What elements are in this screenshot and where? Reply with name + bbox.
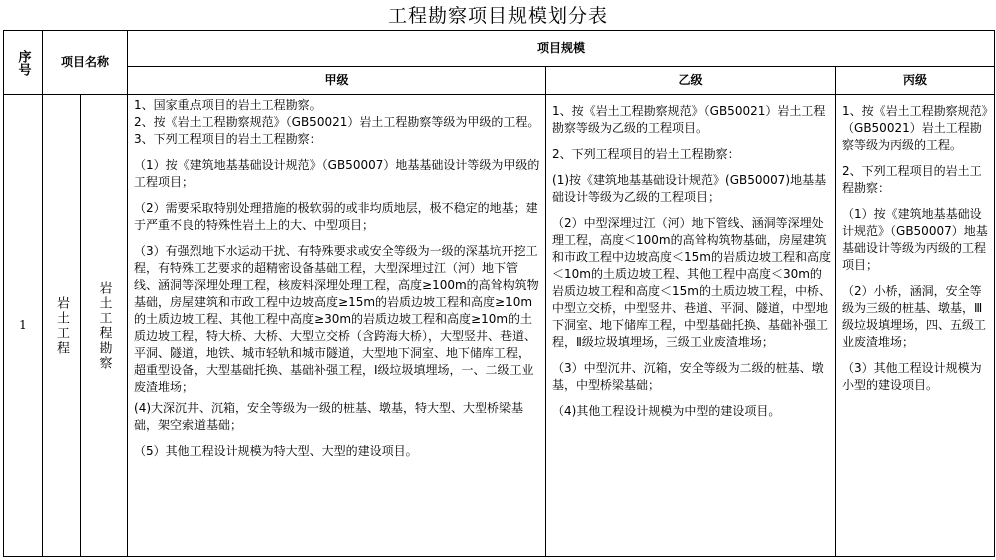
grade-b-item: （2）中型深埋过江（河）地下管线、涵洞等深埋处理工程，高度＜100m的高耸构筑物基础，房屋建筑和市政工程中边坡高度＜15m的岩质边坡工程和高度＜10m的土质边坡工程、其他工程中高度＜30m的岩质边坡工程和高度＜15m的土质边坡工程，中桥、中型立交桥，中型竖井、巷道、平洞、隧道，中型地下洞室、地下储库工程，中型基础托换、基础补强工程，Ⅱ级垃圾填埋场，三级工业废渣堆场； xyxy=(552,216,831,349)
header-grade-b: 乙级 xyxy=(546,67,836,95)
row-seq: 1 xyxy=(4,95,43,557)
grade-c-item: （2）小桥，涵洞，安全等级为三级的桩基、墩基，Ⅲ级垃圾填埋场，四、五级工业废渣堆场； xyxy=(842,284,987,349)
grade-a-item: 3、下列工程项目的岩土工程勘察： xyxy=(134,132,322,146)
header-project-name: 项目名称 xyxy=(43,31,128,95)
grade-c-item: （1）按《建筑地基基础设计规范》（GB50007）地基基础设计等级为丙级的工程项目； xyxy=(842,207,988,272)
grade-b-item: （4)其他工程设计规模为中型的建设项目。 xyxy=(552,404,781,418)
grade-c-item: 1、按《岩土工程勘察规范》（GB50021）岩土工程勘察等级为丙级的工程。 xyxy=(842,104,988,152)
table-title: 工程勘察项目规模划分表 xyxy=(387,5,608,27)
grade-b-item: (1)按《建筑地基基础设计规范》(GB50007)地基基础设计等级为乙级的工程项目； xyxy=(552,173,827,204)
header-grade-a: 甲级 xyxy=(128,67,546,95)
grade-c-content xyxy=(836,95,995,557)
grade-b-item: 2、下列工程项目的岩土工程勘察： xyxy=(552,147,740,161)
grade-a-item: （2）需要采取特别处理措施的极软弱的或非均质地层，极不稳定的地基；建于严重不良的特殊性岩土上的大、中型项目； xyxy=(134,201,538,232)
header-grade-c: 丙级 xyxy=(836,67,995,95)
grade-a-item: 1、国家重点项目的岩土工程勘察。 xyxy=(134,98,322,112)
grade-c-item: 2、下列工程项目的岩土工程勘察： xyxy=(842,164,982,195)
grade-a-item: （1）按《建筑地基基础设计规范》（GB50007）地基基础设计等级为甲级的工程项目； xyxy=(134,158,540,189)
grade-c-item: （3）其他工程设计规模为小型的建设项目。 xyxy=(842,361,982,392)
grade-b-item: （3）中型沉井、沉箱，安全等级为二级的桩基、墩基，中型桥梁基础； xyxy=(552,361,824,392)
grade-b-item: 1、按《岩土工程勘察规范》（GB50021）岩土工程勘察等级为乙级的工程项目。 xyxy=(552,104,826,135)
scale-classification-table xyxy=(3,30,995,557)
header-seq: 序号 xyxy=(4,31,43,95)
grade-a-item: (4)大深沉井、沉箱，安全等级为一级的桩基、墩基，特大型、大型桥梁基础，架空索道基础； xyxy=(134,401,524,432)
grade-a-content xyxy=(128,95,546,557)
grade-a-item: （3）有强烈地下水运动干扰、有特殊要求或安全等级为一级的深基坑开挖工程，有特殊工艺要求的超精密设备基础工程，大型深埋过江（河）地下管线、涵洞等深埋处理工程，核废料深埋处理工程，高度≥100m的高耸构筑物基础，房屋建筑和市政工程中边坡高度≥15m的岩质边坡工程和高度≥10m的土质边坡工程、其他工程中高度≥30m的岩质边坡工程和高度≥10m的土质边坡工程，特大桥、大桥、大型立交桥（含跨海大桥），大型竖井、巷道、平洞、隧道，地铁、城市轻轨和城市隧道，大型地下洞室、地下储库工程，超重型设备，大型基础托换、基础补强工程，Ⅰ级垃圾填埋场，一、二级工业废渣堆场； xyxy=(134,244,539,394)
row-category: 岩土工程 xyxy=(43,95,81,557)
grade-a-item: （5）其他工程设计规模为特大型、大型的建设项目。 xyxy=(134,444,418,458)
header-project-scale: 项目规模 xyxy=(128,31,995,67)
grade-b-content xyxy=(546,95,836,557)
grade-a-item: 2、按《岩土工程勘察规范》（GB50021）岩土工程勘察等级为甲级的工程。 xyxy=(134,115,540,129)
row-sub-category: 岩土工程勘察 xyxy=(81,95,128,557)
